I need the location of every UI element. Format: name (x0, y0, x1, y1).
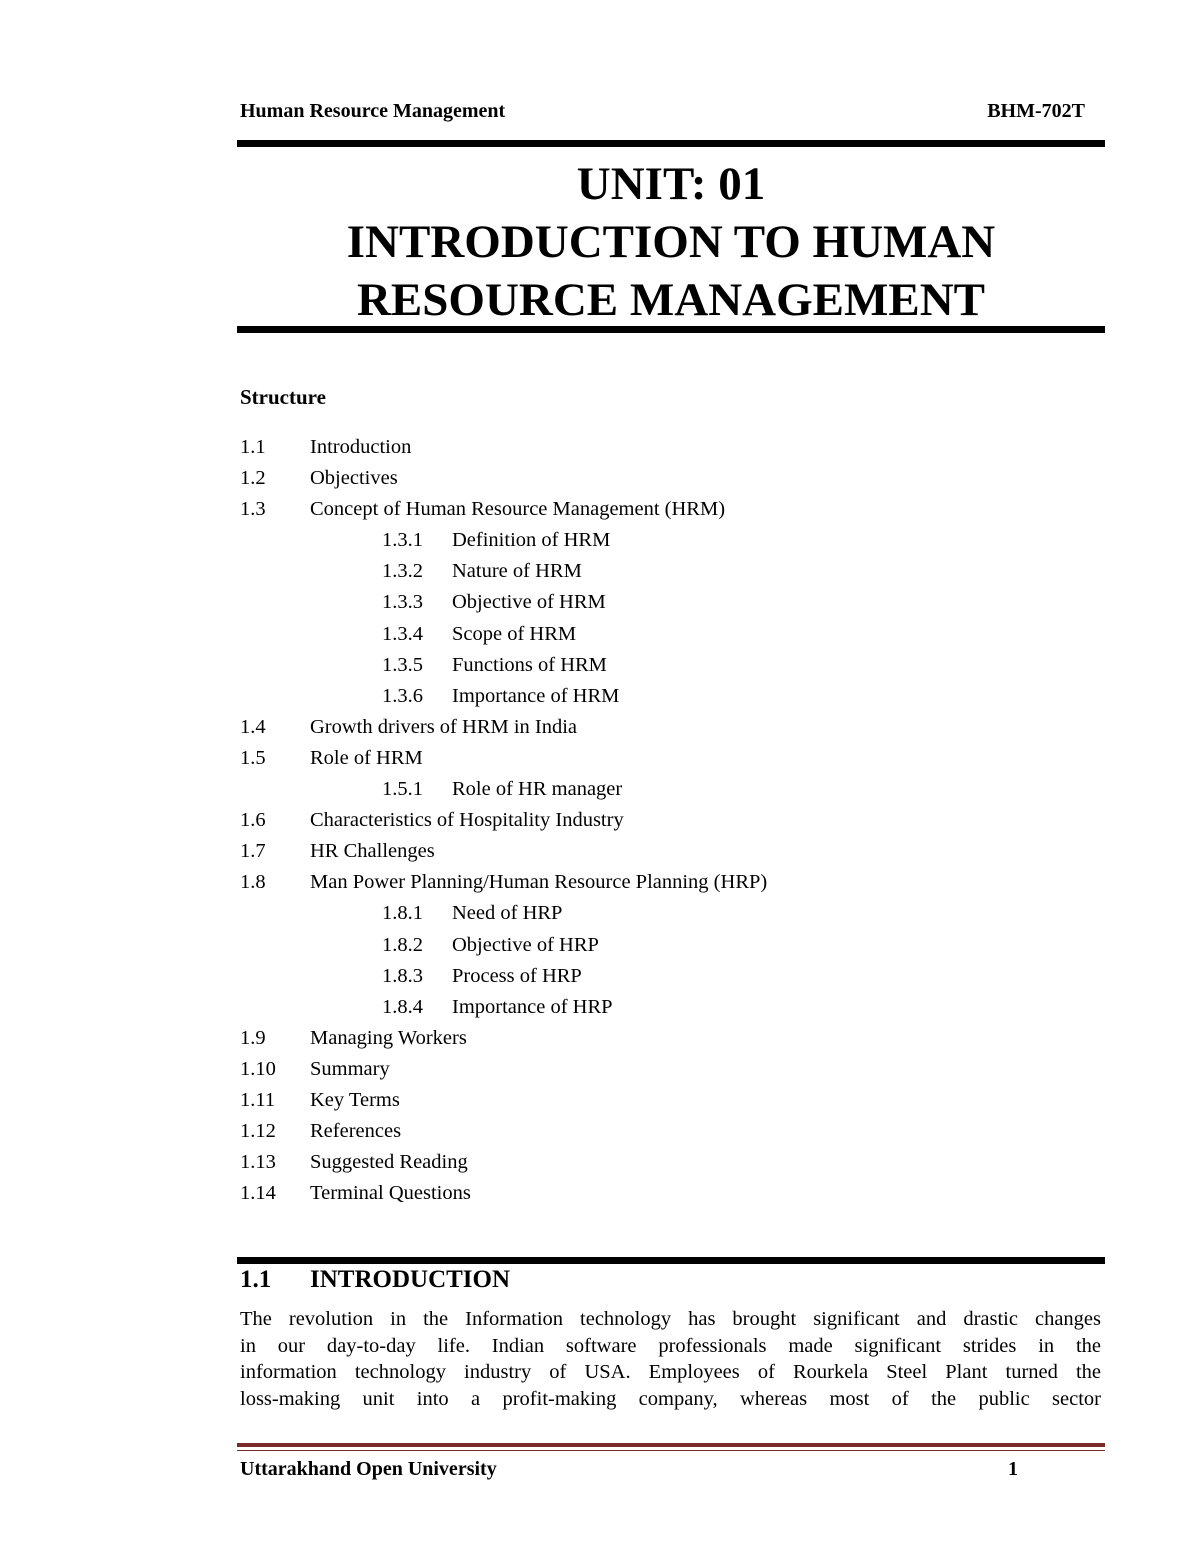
footer-rule (237, 1443, 1105, 1447)
toc-number: 1.9 (240, 1026, 266, 1049)
toc-label: Role of HRM (310, 746, 423, 769)
toc-number: 1.1 (240, 436, 266, 458)
toc-item (240, 867, 767, 898)
toc-label: References (310, 1120, 402, 1143)
toc-number: 1.8.2 (382, 933, 423, 956)
toc-number: 1.4 (240, 715, 266, 738)
toc-subitem (240, 619, 767, 650)
paragraph-line: in our day-to-day life. Indian software professionals made significant strides in the (240, 1334, 1101, 1357)
toc-label: Definition of HRM (452, 529, 611, 552)
toc-number: 1.3 (240, 498, 266, 521)
toc-number: 1.6 (240, 809, 266, 832)
toc-number: 1.12 (240, 1120, 276, 1143)
unit-title (237, 155, 1105, 329)
title-rule (237, 326, 1105, 333)
toc-number: 1.8 (240, 871, 266, 894)
toc-item (240, 494, 767, 525)
toc-label: Objective of HRM (452, 591, 606, 614)
toc-number: 1.10 (240, 1057, 276, 1080)
toc-item (240, 1116, 767, 1147)
section-title: INTRODUCTION (310, 1266, 511, 1293)
toc-subitem (240, 587, 767, 618)
toc-number: 1.13 (240, 1151, 276, 1174)
toc-item (240, 836, 767, 867)
running-footer (240, 1458, 1018, 1481)
toc-item (240, 805, 767, 836)
toc-item (240, 1023, 767, 1054)
unit-title-line-2: RESOURCE MANAGEMENT (356, 274, 985, 326)
unit-number: UNIT: 01 (576, 158, 766, 210)
toc-label: Managing Workers (310, 1026, 467, 1049)
toc-label: Key Terms (310, 1088, 400, 1111)
toc-number: 1.3.1 (382, 529, 423, 552)
toc-number: 1.3.3 (382, 591, 423, 614)
toc-label: HR Challenges (310, 840, 435, 863)
toc-item (240, 743, 767, 774)
toc-label: Role of HR manager (452, 778, 623, 801)
toc-label: Functions of HRM (452, 653, 607, 676)
toc-subitem (240, 556, 767, 587)
toc-number: 1.3.2 (382, 560, 423, 583)
toc-subitem (240, 898, 767, 929)
toc-subitem (240, 681, 767, 712)
toc-item (240, 432, 767, 463)
toc-label: Characteristics of Hospitality Industry (310, 809, 624, 832)
toc-number: 1.11 (240, 1088, 276, 1111)
toc-number: 1.5.1 (382, 778, 423, 801)
footer-university: Uttarakhand Open University (240, 1458, 497, 1480)
toc-item (240, 712, 767, 743)
toc-item (240, 1054, 767, 1085)
toc-label: Concept of Human Resource Management (HRM) (310, 498, 726, 521)
toc-number: 1.8.1 (382, 902, 423, 925)
running-header (240, 100, 1085, 123)
toc-number: 1.2 (240, 467, 266, 490)
toc-subitem (240, 992, 767, 1023)
toc-item (240, 1085, 767, 1116)
toc-number: 1.5 (240, 746, 266, 769)
toc-label: Nature of HRM (452, 560, 582, 583)
page-number: 1 (1008, 1458, 1018, 1480)
toc-label: Importance of HRP (452, 995, 613, 1018)
table-of-contents (240, 432, 767, 1209)
toc-label: Importance of HRM (452, 684, 620, 707)
toc-number: 1.8.4 (382, 995, 423, 1018)
section-rule (237, 1257, 1105, 1264)
toc-number: 1.3.6 (382, 684, 423, 707)
toc-label: Summary (310, 1057, 390, 1080)
toc-item (240, 463, 767, 494)
toc-label: Introduction (310, 436, 412, 458)
toc-label: Objective of HRP (452, 933, 599, 956)
toc-subitem (240, 774, 767, 805)
unit-title-line-1: INTRODUCTION TO HUMAN (346, 216, 996, 268)
intro-paragraph (240, 1306, 1101, 1412)
toc-number: 1.7 (240, 840, 266, 863)
toc-label: Man Power Planning/Human Resource Planning (HRP) (310, 871, 768, 894)
paragraph-line: loss-making unit into a profit-making company, whereas most of the public sector (240, 1387, 1101, 1410)
toc-label: Process of HRP (452, 964, 582, 987)
toc-label: Growth drivers of HRM in India (310, 715, 578, 738)
section-heading (240, 1266, 510, 1294)
toc-item (240, 1147, 767, 1178)
header-course-code: BHM-702T (987, 100, 1085, 122)
toc-label: Suggested Reading (310, 1151, 468, 1174)
toc-number: 1.8.3 (382, 964, 423, 987)
toc-subitem (240, 525, 767, 556)
toc-label: Terminal Questions (310, 1182, 471, 1205)
footer-rule-thin (237, 1450, 1105, 1451)
toc-number: 1.14 (240, 1182, 276, 1205)
toc-number: 1.3.5 (382, 653, 423, 676)
header-rule (237, 140, 1105, 147)
header-course-title: Human Resource Management (240, 100, 506, 122)
section-number: 1.1 (240, 1266, 272, 1293)
toc-label: Objectives (310, 467, 398, 490)
toc-number: 1.3.4 (382, 622, 423, 645)
toc-label: Scope of HRM (452, 622, 577, 645)
toc-subitem (240, 930, 767, 961)
structure-heading: Structure (240, 385, 326, 409)
toc-label: Need of HRP (452, 902, 563, 925)
paragraph-line: information technology industry of USA. Employees of Rourkela Steel Plant turned the (240, 1361, 1101, 1383)
paragraph-line: The revolution in the Information technology has brought significant and drastic changes (240, 1308, 1101, 1330)
toc-subitem (240, 650, 767, 681)
toc-subitem (240, 961, 767, 992)
toc-item (240, 1178, 767, 1209)
